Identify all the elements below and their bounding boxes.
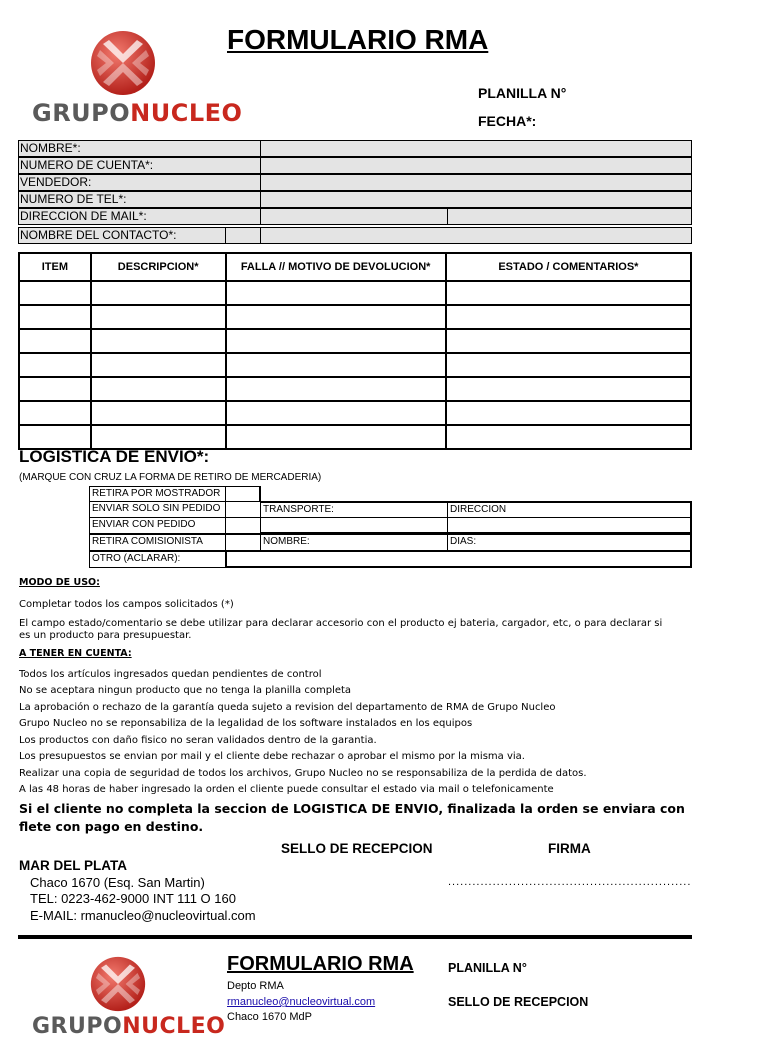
info-row-nombre — [18, 140, 692, 157]
notes-title: A TENER EN CUENTA: — [19, 648, 132, 659]
item-cell[interactable] — [19, 353, 91, 377]
transporte-label: TRANSPORTE: — [260, 501, 448, 518]
usage-line-2a: El campo estado/comentario se debe utilizar para declarar accesorio con el producto ej bateria, cargador, etc, o para declarar si — [19, 618, 663, 629]
estado-cell[interactable] — [446, 425, 691, 449]
city-label: MAR DEL PLATA — [19, 858, 127, 873]
descripcion-cell[interactable] — [91, 305, 226, 329]
form-title: FORMULARIO RMA — [227, 24, 489, 55]
table-row — [19, 329, 691, 353]
sello-label: SELLO DE RECEPCION — [281, 841, 433, 856]
item-cell[interactable] — [19, 281, 91, 305]
mail-field-extra[interactable] — [447, 208, 692, 225]
item-cell[interactable] — [19, 305, 91, 329]
falla-cell[interactable] — [226, 377, 446, 401]
fecha-label: FECHA*: — [478, 113, 537, 129]
falla-cell[interactable] — [226, 353, 446, 377]
stub-sello-label: SELLO DE RECEPCION — [448, 995, 589, 1009]
stub-company-logo — [90, 956, 146, 1012]
checkbox-enviar-sin-pedido[interactable] — [225, 501, 261, 518]
checkbox-retira-comisionista[interactable] — [225, 534, 261, 551]
item-cell[interactable] — [19, 401, 91, 425]
info-row-contacto — [18, 227, 692, 244]
col-header-falla: FALLA // MOTIVO DE DEVOLUCION* — [226, 253, 446, 281]
note-line: La aprobación o rechazo de la garantía queda sujeto a revision del departamento de RMA de Grupo Nucleo — [19, 702, 556, 713]
contacto-field[interactable] — [260, 227, 692, 244]
planilla-label: PLANILLA N° — [478, 85, 567, 101]
estado-cell[interactable] — [446, 329, 691, 353]
note-line: Realizar una copia de seguridad de todos los archivos, Grupo Nucleo no se responsabiliza de la perdida de datos. — [19, 768, 587, 779]
checkbox-enviar-con-pedido[interactable] — [225, 517, 261, 534]
contacto-label: NOMBRE DEL CONTACTO*: — [18, 227, 226, 244]
logistics-subtitle: (MARQUE CON CRUZ LA FORMA DE RETIRO DE MERCADERIA) — [19, 472, 322, 483]
nombre-label: NOMBRE*: — [18, 140, 261, 157]
table-row — [19, 281, 691, 305]
signature-line[interactable]: ............................................................ — [448, 876, 692, 888]
usage-title: MODO DE USO: — [19, 577, 100, 588]
table-row — [19, 401, 691, 425]
info-row-vendedor — [18, 174, 692, 191]
item-cell[interactable] — [19, 425, 91, 449]
cuenta-label: NUMERO DE CUENTA*: — [18, 157, 261, 174]
email-text: E-MAIL: rmanucleo@nucleovirtual.com — [30, 908, 256, 923]
falla-cell[interactable] — [226, 281, 446, 305]
falla-cell[interactable] — [226, 305, 446, 329]
usage-line-2b: es un producto para presupuestar. — [19, 630, 192, 641]
stub-depto: Depto RMA — [227, 980, 284, 992]
table-row — [19, 353, 691, 377]
tel-text: TEL: 0223-462-9000 INT 111 O 160 — [30, 891, 236, 906]
nombre-comisionista-label: NOMBRE: — [260, 534, 448, 551]
col-header-estado: ESTADO / COMENTARIOS* — [446, 253, 691, 281]
transporte-field[interactable] — [260, 517, 448, 534]
company-logo — [90, 30, 156, 96]
mail-label: DIRECCION DE MAIL*: — [18, 208, 261, 225]
direccion-label: DIRECCION — [447, 501, 692, 518]
note-line: Los productos con daño fisico no seran validados dentro de la garantia. — [19, 735, 377, 746]
item-cell[interactable] — [19, 377, 91, 401]
table-row — [19, 425, 691, 449]
otro-field[interactable] — [225, 550, 692, 568]
col-header-descripcion: DESCRIPCION* — [91, 253, 226, 281]
dias-label: DIAS: — [447, 534, 692, 551]
logistics-title: LOGISTICA DE ENVIO*: — [19, 447, 210, 466]
option-retira-comisionista: RETIRA COMISIONISTA — [89, 534, 226, 551]
stub-title: FORMULARIO RMA — [227, 953, 414, 975]
stub-email-link[interactable]: rmanucleo@nucleovirtual.com — [227, 996, 376, 1008]
falla-cell[interactable] — [226, 401, 446, 425]
option-enviar-sin-pedido: ENVIAR SOLO SIN PEDIDO — [89, 501, 226, 518]
contacto-field-a[interactable] — [225, 227, 261, 244]
col-header-item: ITEM — [19, 253, 91, 281]
note-line: No se aceptara ningun producto que no tenga la planilla completa — [19, 685, 352, 696]
estado-cell[interactable] — [446, 401, 691, 425]
descripcion-cell[interactable] — [91, 281, 226, 305]
stub-planilla-label: PLANILLA N° — [448, 961, 527, 975]
descripcion-cell[interactable] — [91, 401, 226, 425]
address-text: Chaco 1670 (Esq. San Martin) — [30, 875, 205, 890]
section-divider — [18, 935, 692, 939]
nombre-field[interactable] — [260, 140, 692, 157]
firma-label: FIRMA — [548, 841, 591, 856]
table-row — [19, 377, 691, 401]
estado-cell[interactable] — [446, 377, 691, 401]
option-enviar-con-pedido: ENVIAR CON PEDIDO — [89, 517, 226, 534]
falla-cell[interactable] — [226, 425, 446, 449]
logistics-warning: Si el cliente no completa la seccion de LOGISTICA DE ENVIO, finalizada la orden se enviara con flete con pago en destino. — [19, 801, 685, 834]
stub-address: Chaco 1670 MdP — [227, 1011, 312, 1023]
vendedor-field[interactable] — [260, 174, 692, 191]
stub-company-logo-text: GRUPONUCLEO — [32, 1014, 226, 1039]
table-row — [19, 305, 691, 329]
direccion-field[interactable] — [447, 517, 692, 534]
falla-cell[interactable] — [226, 329, 446, 353]
option-retira-mostrador: RETIRA POR MOSTRADOR — [89, 486, 226, 502]
descripcion-cell[interactable] — [91, 353, 226, 377]
mail-field[interactable] — [260, 208, 448, 225]
note-line: A las 48 horas de haber ingresado la orden el cliente puede consultar el estado via mail o telefonicamente — [19, 784, 554, 795]
company-logo-text: GRUPONUCLEO — [32, 99, 243, 127]
tel-field[interactable] — [260, 191, 692, 208]
tel-label: NUMERO DE TEL*: — [18, 191, 261, 208]
items-table — [18, 252, 692, 450]
option-otro: OTRO (ACLARAR): — [89, 551, 226, 568]
note-line: Los presupuestos se envian por mail y el cliente debe rechazar o aprobar el mismo por la misma via. — [19, 751, 525, 762]
item-cell[interactable] — [19, 329, 91, 353]
items-header-row — [19, 253, 691, 281]
cuenta-field[interactable] — [260, 157, 692, 174]
info-row-tel — [18, 191, 692, 208]
descripcion-cell[interactable] — [91, 329, 226, 353]
note-line: Grupo Nucleo no se reponsabiliza de la legalidad de los software instalados en los equipos — [19, 718, 473, 729]
descripcion-cell[interactable] — [91, 377, 226, 401]
info-row-mail — [18, 208, 692, 225]
estado-cell[interactable] — [446, 281, 691, 305]
note-line: Todos los artículos ingresados quedan pendientes de control — [19, 669, 322, 680]
estado-cell[interactable] — [446, 353, 691, 377]
descripcion-cell[interactable] — [91, 425, 226, 449]
vendedor-label: VENDEDOR: — [18, 174, 261, 191]
info-row-cuenta — [18, 157, 692, 174]
checkbox-retira-mostrador[interactable] — [225, 486, 261, 502]
usage-line-1: Completar todos los campos solicitados (*) — [19, 599, 234, 610]
estado-cell[interactable] — [446, 305, 691, 329]
